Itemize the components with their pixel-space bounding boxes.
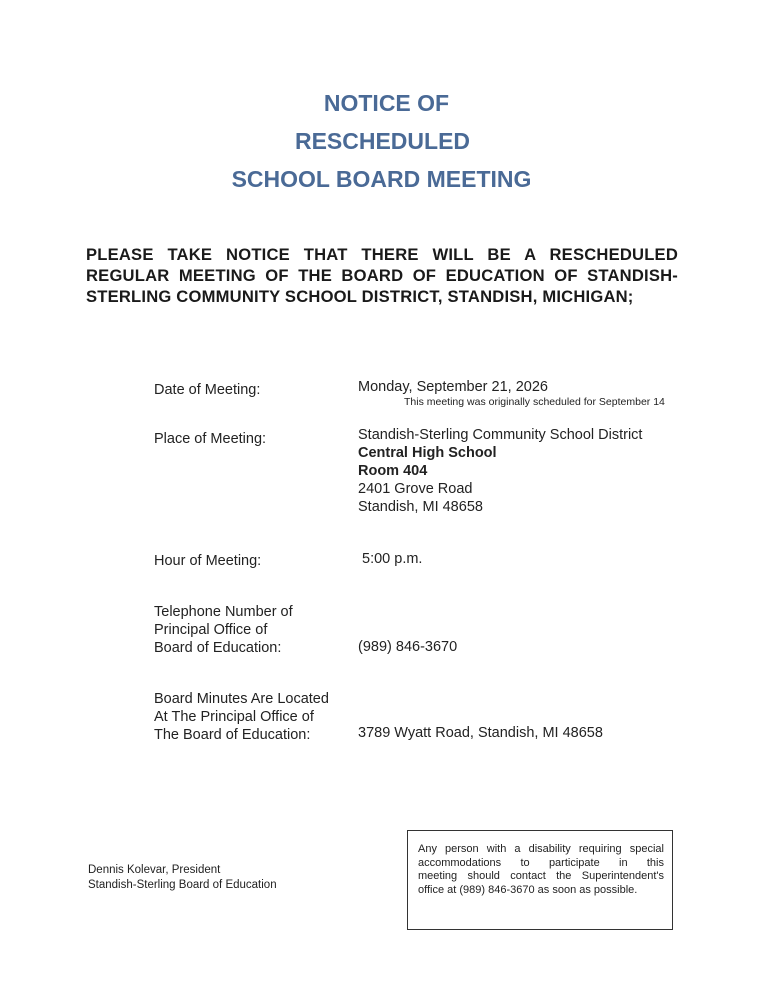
place-value (358, 426, 688, 516)
signature-block (88, 863, 277, 893)
notice-statement (86, 244, 678, 307)
date-value (358, 378, 688, 409)
date-label: Date of Meeting: (154, 382, 261, 398)
accessibility-notice-box (407, 830, 673, 930)
title-line-3: SCHOOL BOARD MEETING (231, 166, 532, 192)
phone-label-line-2: Principal Office of (154, 622, 268, 638)
minutes-label-line-1: Board Minutes Are Located (154, 691, 329, 707)
phone-label-line-1: Telephone Number of (154, 604, 293, 620)
place-label: Place of Meeting: (154, 431, 267, 447)
minutes-label (154, 690, 354, 744)
place-city: Standish, MI 48658 (358, 499, 483, 515)
place-district: Standish-Sterling Community School District (358, 427, 643, 443)
phone-value: (989) 846-3670 (358, 639, 458, 655)
minutes-label-line-2: At The Principal Office of (154, 709, 314, 725)
accessibility-line-1: Any person with a disability requiring special (418, 843, 664, 855)
title-line-1: NOTICE OF (323, 90, 450, 116)
phone-label (154, 603, 354, 657)
minutes-label-line-3: The Board of Education: (154, 727, 311, 743)
signatory-org: Standish-Sterling Board of Education (88, 879, 277, 891)
minutes-value: 3789 Wyatt Road, Standish, MI 48658 (358, 725, 603, 741)
phone-label-line-3: Board of Education: (154, 640, 282, 656)
notice-line-2: REGULAR MEETING OF THE BOARD OF EDUCATION OF STANDISH- (86, 266, 678, 285)
place-room: Room 404 (358, 463, 428, 479)
accessibility-line-3: meeting should contact the Superintendent's (418, 870, 664, 882)
hour-value: 5:00 p.m. (362, 551, 423, 567)
notice-title (0, 84, 773, 198)
date-text: Monday, September 21, 2026 (358, 379, 548, 395)
accessibility-line-2: accommodations to participate in this (418, 856, 664, 869)
place-street: 2401 Grove Road (358, 481, 473, 497)
place-building: Central High School (358, 445, 497, 461)
signatory-name: Dennis Kolevar, President (88, 864, 221, 876)
hour-label: Hour of Meeting: (154, 553, 262, 569)
notice-line-1: PLEASE TAKE NOTICE THAT THERE WILL BE A RESCHEDULED (86, 245, 678, 264)
title-line-2: RESCHEDULED (294, 128, 471, 154)
original-date-note: This meeting was originally scheduled for September 14 (404, 396, 665, 408)
notice-line-3: STERLING COMMUNITY SCHOOL DISTRICT, STANDISH, MICHIGAN; (86, 287, 634, 306)
accessibility-line-4: office at (989) 846-3670 as soon as possible. (418, 883, 638, 896)
